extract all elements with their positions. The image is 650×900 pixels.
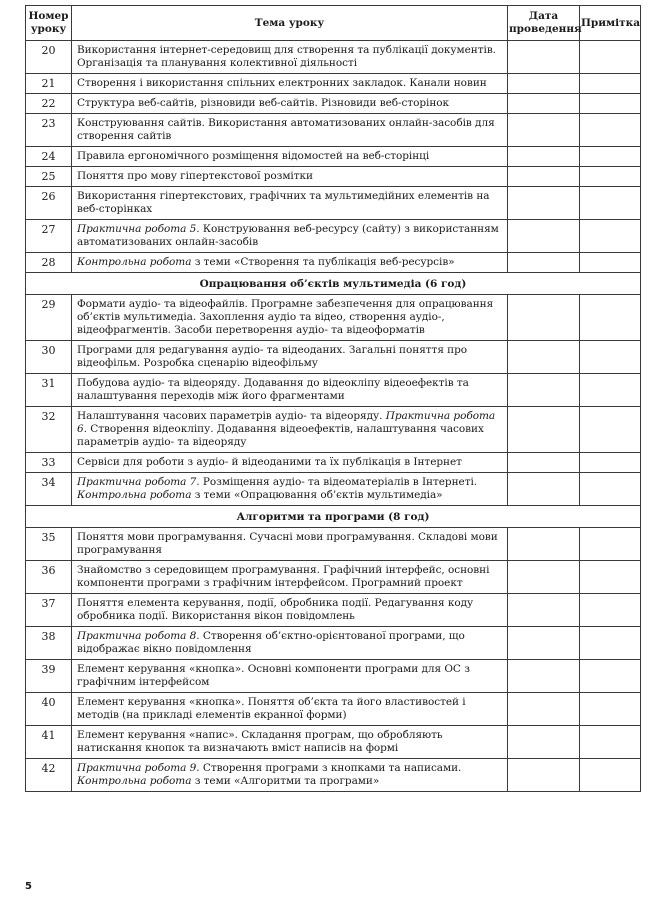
topic-text: з теми «Створення та публікація веб-ресурсів» — [191, 256, 455, 268]
table-row — [26, 187, 641, 220]
topic-text: Поняття елемента керування, події, обробника події. Редагування коду обробника події. Використання вікон повідомлень — [77, 597, 474, 622]
table-row — [26, 94, 641, 114]
topic-text: Використання гіпертекстових, графічних та мультимедійних елементів на веб-сторінках — [77, 190, 490, 215]
section-row — [26, 506, 641, 528]
lesson-topic — [72, 295, 508, 341]
work-type-label: Практична робота 9. — [77, 762, 200, 774]
lesson-topic — [72, 660, 508, 693]
table-row — [26, 167, 641, 187]
work-type-label: Практична робота 5. — [77, 223, 200, 235]
work-type-label: Контрольна робота — [77, 775, 192, 787]
lesson-number: 36 — [26, 561, 72, 594]
date-cell[interactable] — [508, 187, 580, 220]
lesson-topic — [72, 220, 508, 253]
date-cell[interactable] — [508, 407, 580, 453]
lesson-topic — [72, 693, 508, 726]
note-cell[interactable] — [580, 407, 641, 453]
lesson-topic — [72, 253, 508, 273]
section-row — [26, 273, 641, 295]
lesson-number: 33 — [26, 453, 72, 473]
lesson-number: 41 — [26, 726, 72, 759]
lesson-topic — [72, 187, 508, 220]
date-cell[interactable] — [508, 374, 580, 407]
section-title: Алгоритми та програми (8 год) — [26, 506, 641, 528]
lesson-number: 24 — [26, 147, 72, 167]
note-cell[interactable] — [580, 187, 641, 220]
note-cell[interactable] — [580, 473, 641, 506]
note-cell[interactable] — [580, 74, 641, 94]
lesson-number: 22 — [26, 94, 72, 114]
lesson-number: 32 — [26, 407, 72, 453]
header-date: Дата проведення — [508, 6, 580, 41]
lesson-topic — [72, 473, 508, 506]
lesson-number: 34 — [26, 473, 72, 506]
date-cell[interactable] — [508, 220, 580, 253]
lesson-topic — [72, 594, 508, 627]
table-row — [26, 726, 641, 759]
lesson-topic — [72, 374, 508, 407]
lesson-topic — [72, 759, 508, 792]
date-cell[interactable] — [508, 660, 580, 693]
date-cell[interactable] — [508, 453, 580, 473]
note-cell[interactable] — [580, 114, 641, 147]
note-cell[interactable] — [580, 594, 641, 627]
lesson-number: 42 — [26, 759, 72, 792]
date-cell[interactable] — [508, 94, 580, 114]
lesson-topic — [72, 147, 508, 167]
lesson-topic — [72, 407, 508, 453]
table-row — [26, 374, 641, 407]
note-cell[interactable] — [580, 561, 641, 594]
date-cell[interactable] — [508, 528, 580, 561]
table-row — [26, 295, 641, 341]
note-cell[interactable] — [580, 627, 641, 660]
date-cell[interactable] — [508, 341, 580, 374]
note-cell[interactable] — [580, 94, 641, 114]
header-lesson-topic: Тема уроку — [72, 6, 508, 41]
date-cell[interactable] — [508, 627, 580, 660]
lesson-number: 37 — [26, 594, 72, 627]
lesson-topic — [72, 726, 508, 759]
date-cell[interactable] — [508, 41, 580, 74]
note-cell[interactable] — [580, 374, 641, 407]
lesson-topic — [72, 453, 508, 473]
lesson-number: 20 — [26, 41, 72, 74]
date-cell[interactable] — [508, 147, 580, 167]
table-header-row — [26, 6, 641, 41]
lesson-number: 39 — [26, 660, 72, 693]
table-row — [26, 759, 641, 792]
topic-text: Налаштування часових параметрів аудіо- та відеоряду. — [77, 410, 386, 422]
section-title: Опрацювання об’єктів мультимедіа (6 год) — [26, 273, 641, 295]
topic-text: Формати аудіо- та відеофайлів. Програмне забезпечення для опрацювання об’єктів мультимедіа. Захоплення аудіо та відео, створення аудіо-, відеофрагментів. Засоби перетворення аудіо- та відеоформатів — [77, 298, 494, 336]
topic-text: Створення об’єктно-орієнтованої програми, що відображає вікно повідомлення — [77, 630, 465, 655]
topic-text: з теми «Алгоритми та програми» — [191, 775, 380, 787]
work-type-label: Контрольна робота — [77, 489, 192, 501]
lesson-number: 30 — [26, 341, 72, 374]
topic-text: Використання інтернет-середовищ для створення та публікації документів. Організація та планування колективної діяльності — [77, 44, 496, 69]
table-row — [26, 627, 641, 660]
table-row — [26, 453, 641, 473]
topic-text: Правила ергономічного розміщення відомостей на веб-сторінці — [77, 150, 430, 162]
table-row — [26, 147, 641, 167]
date-cell[interactable] — [508, 295, 580, 341]
lesson-number: 31 — [26, 374, 72, 407]
topic-text: Сервіси для роботи з аудіо- й відеоданими та їх публікація в Інтернет — [77, 456, 462, 468]
work-type-label: Практична робота 7. — [77, 476, 200, 488]
date-cell[interactable] — [508, 693, 580, 726]
date-cell[interactable] — [508, 594, 580, 627]
topic-text: Елемент керування «напис». Складання програм, що обробляють натискання кнопок та визначають вміст написів на формі — [77, 729, 443, 754]
lesson-number: 38 — [26, 627, 72, 660]
topic-text: Програми для редагування аудіо- та відеоданих. Загальні поняття про відеофільм. Розробка сценарію відеофільму — [77, 344, 468, 369]
lesson-number: 40 — [26, 693, 72, 726]
header-note: Примітка — [580, 6, 641, 41]
table-row — [26, 341, 641, 374]
topic-text: Конструювання сайтів. Використання автоматизованих онлайн-засобів для створення сайтів — [77, 117, 495, 142]
table-row — [26, 114, 641, 147]
work-type-label: Практична робота 8. — [77, 630, 200, 642]
topic-text: Знайомство з середовищем програмування. Графічний інтерфейс, основні компоненти програми з графічним інтерфейсом. Програмний проект — [77, 564, 490, 589]
table-body — [26, 41, 641, 792]
lesson-topic — [72, 341, 508, 374]
work-type-label: Контрольна робота — [77, 256, 192, 268]
topic-text: Розміщення аудіо- та відеоматеріалів в Інтернеті. — [199, 476, 478, 488]
lesson-topic — [72, 167, 508, 187]
lesson-number: 29 — [26, 295, 72, 341]
date-cell[interactable] — [508, 114, 580, 147]
lesson-topic — [72, 94, 508, 114]
date-cell[interactable] — [508, 167, 580, 187]
topic-text: Створення програми з кнопками та написами. — [199, 762, 462, 774]
topic-text: Побудова аудіо- та відеоряду. Додавання до відеокліпу відеоефектів та налаштування переходів між його фрагментами — [77, 377, 469, 402]
lesson-plan-table — [25, 5, 641, 792]
topic-text: Створення відеокліпу. Додавання відеоефектів, налаштування часових параметрів аудіо- та відеоряду — [77, 423, 484, 448]
lesson-number: 21 — [26, 74, 72, 94]
lesson-topic — [72, 561, 508, 594]
table-row — [26, 473, 641, 506]
note-cell[interactable] — [580, 41, 641, 74]
lesson-topic — [72, 627, 508, 660]
note-cell[interactable] — [580, 220, 641, 253]
topic-text: Поняття мови програмування. Сучасні мови програмування. Складові мови програмування — [77, 531, 498, 556]
lesson-number: 23 — [26, 114, 72, 147]
table-row — [26, 407, 641, 453]
lesson-number: 27 — [26, 220, 72, 253]
header-lesson-number: Номер уроку — [26, 6, 72, 41]
table-row — [26, 528, 641, 561]
date-cell[interactable] — [508, 726, 580, 759]
lesson-topic — [72, 114, 508, 147]
date-cell[interactable] — [508, 759, 580, 792]
note-cell[interactable] — [580, 660, 641, 693]
note-cell[interactable] — [580, 453, 641, 473]
note-cell[interactable] — [580, 528, 641, 561]
lesson-topic — [72, 74, 508, 94]
date-cell[interactable] — [508, 253, 580, 273]
topic-text: Структура веб-сайтів, різновиди веб-сайтів. Різновиди веб-сторінок — [77, 97, 450, 109]
lesson-number: 28 — [26, 253, 72, 273]
table-row — [26, 693, 641, 726]
table-row — [26, 220, 641, 253]
date-cell[interactable] — [508, 473, 580, 506]
note-cell[interactable] — [580, 147, 641, 167]
note-cell[interactable] — [580, 726, 641, 759]
note-cell[interactable] — [580, 295, 641, 341]
topic-text: Елемент керування «кнопка». Основні компоненти програми для ОС з графічним інтерфейсом — [77, 663, 470, 688]
topic-text: Конструювання веб-ресурсу (сайту) з використанням автоматизованих онлайн-засобів — [77, 223, 499, 248]
topic-text: Створення і використання спільних електронних закладок. Канали новин — [77, 77, 487, 89]
lesson-topic — [72, 41, 508, 74]
topic-text: Поняття про мову гіпертекстової розмітки — [77, 170, 313, 182]
page-number: 5 — [25, 881, 32, 892]
lesson-number: 26 — [26, 187, 72, 220]
note-cell[interactable] — [580, 693, 641, 726]
table-row — [26, 74, 641, 94]
note-cell[interactable] — [580, 253, 641, 273]
lesson-number: 35 — [26, 528, 72, 561]
topic-text: з теми «Опрацювання об’єктів мультимедіа» — [191, 489, 443, 501]
table-row — [26, 253, 641, 273]
table-row — [26, 41, 641, 74]
date-cell[interactable] — [508, 74, 580, 94]
table-row — [26, 594, 641, 627]
note-cell[interactable] — [580, 167, 641, 187]
table-row — [26, 561, 641, 594]
lesson-number: 25 — [26, 167, 72, 187]
date-cell[interactable] — [508, 561, 580, 594]
topic-text: Елемент керування «кнопка». Поняття об’єкта та його властивостей і методів (на прикладі елементів екранної форми) — [77, 696, 466, 721]
lesson-topic — [72, 528, 508, 561]
note-cell[interactable] — [580, 759, 641, 792]
table-row — [26, 660, 641, 693]
work-type-label: Практична робота 6. — [77, 410, 496, 435]
note-cell[interactable] — [580, 341, 641, 374]
